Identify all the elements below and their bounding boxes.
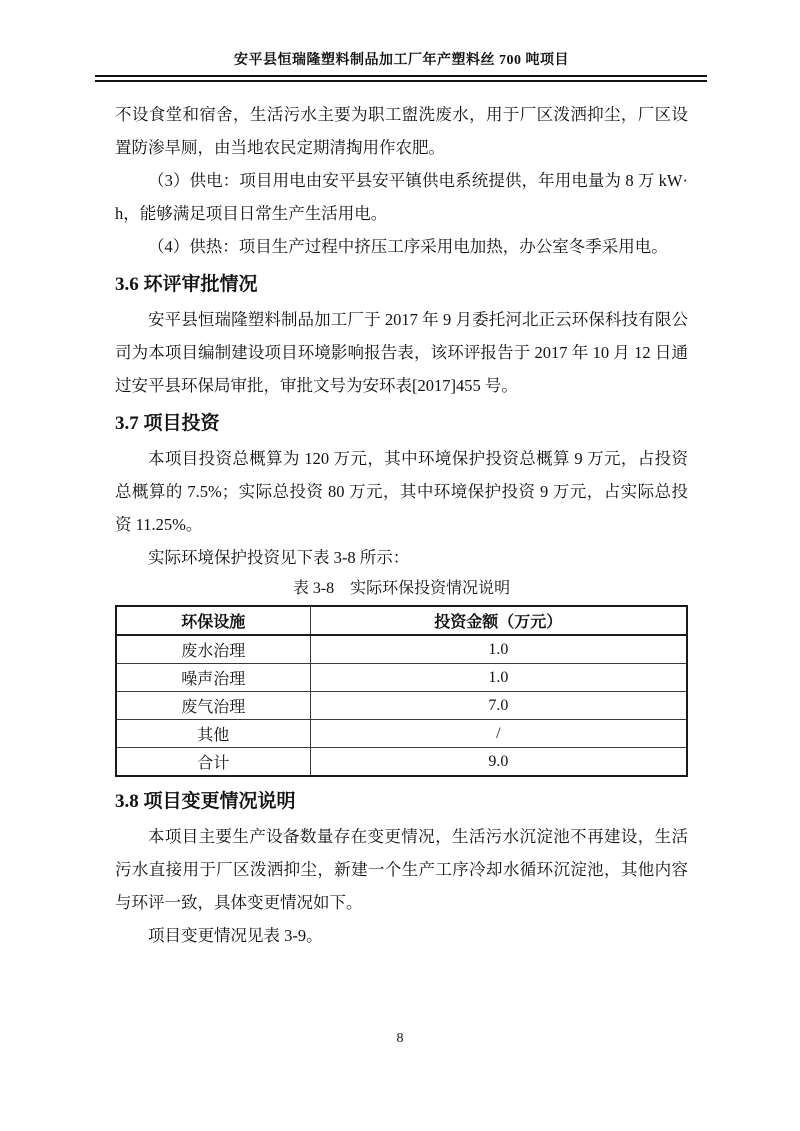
header-double-rule <box>95 75 707 82</box>
cell-facility: 其他 <box>116 720 310 748</box>
header-title: 安平县恒瑞隆塑料制品加工厂年产塑料丝 700 吨项目 <box>234 53 569 68</box>
table-row <box>116 748 687 777</box>
cell-facility: 废水治理 <box>116 635 310 664</box>
cell-amount: 1.0 <box>310 635 687 664</box>
cell-facility: 合计 <box>116 748 310 777</box>
paragraph-table-intro: 实际环境保护投资见下表 3-8 所示： <box>148 548 410 567</box>
cell-facility: 废气治理 <box>116 692 310 720</box>
section-3-7-heading: 3.7 项目投资 <box>115 413 220 434</box>
section-3-8-heading: 3.8 项目变更情况说明 <box>115 791 296 812</box>
paragraph-power-supply: （3）供电：项目用电由安平县安平镇供电系统提供，年用电量为 8 万 kW·h，能够满足项目日常生产生活用电。 <box>115 171 688 223</box>
table-row <box>116 720 687 748</box>
page-number: 8 <box>396 1031 404 1046</box>
paragraph-sanitation: 不设食堂和宿舍，生活污水主要为职工盥洗废水，用于厂区泼洒抑尘，厂区设置防渗旱厕，由当地农民定期清掏用作农肥。 <box>115 105 688 157</box>
page-header <box>115 52 688 82</box>
table-row <box>116 635 687 664</box>
table-row <box>116 664 687 692</box>
table-3-8-environmental-investment <box>115 605 688 777</box>
paragraph-investment-summary: 本项目投资总概算为 120 万元，其中环境保护投资总概算 9 万元，占投资总概算的 7.5%；实际总投资 80 万元，其中环境保护投资 9 万元，占实际总投资 11.25%。 <box>115 449 688 534</box>
document-body <box>115 98 688 952</box>
cell-amount: 1.0 <box>310 664 687 692</box>
paragraph-change-reference: 项目变更情况见表 3-9。 <box>148 926 323 945</box>
cell-facility: 噪声治理 <box>116 664 310 692</box>
table-header-row <box>116 606 687 635</box>
paragraph-change-description: 本项目主要生产设备数量存在变更情况，生活污水沉淀池不再建设，生活污水直接用于厂区泼洒抑尘，新建一个生产工序冷却水循环沉淀池，其他内容与环评一致，具体变更情况如下。 <box>115 827 688 912</box>
section-3-6-heading: 3.6 环评审批情况 <box>115 274 258 295</box>
cell-amount: 7.0 <box>310 692 687 720</box>
paragraph-heat-supply: （4）供热：项目生产过程中挤压工序采用电加热，办公室冬季采用电。 <box>148 237 668 256</box>
cell-amount: 9.0 <box>310 748 687 777</box>
table-row <box>116 692 687 720</box>
table-3-8-caption: 表 3-8 实际环保投资情况说明 <box>292 580 511 597</box>
cell-amount: / <box>310 720 687 748</box>
column-header-amount: 投资金额（万元） <box>310 606 687 635</box>
paragraph-eia-approval: 安平县恒瑞隆塑料制品加工厂于 2017 年 9 月委托河北正云环保科技有限公司为本项目编制建设项目环境影响报告表，该环评报告于 2017 年 10 月 12 日通过安平县环保局审批，审批文号为安环表[2017]455 号。 <box>115 310 688 395</box>
column-header-facility: 环保设施 <box>116 606 310 635</box>
